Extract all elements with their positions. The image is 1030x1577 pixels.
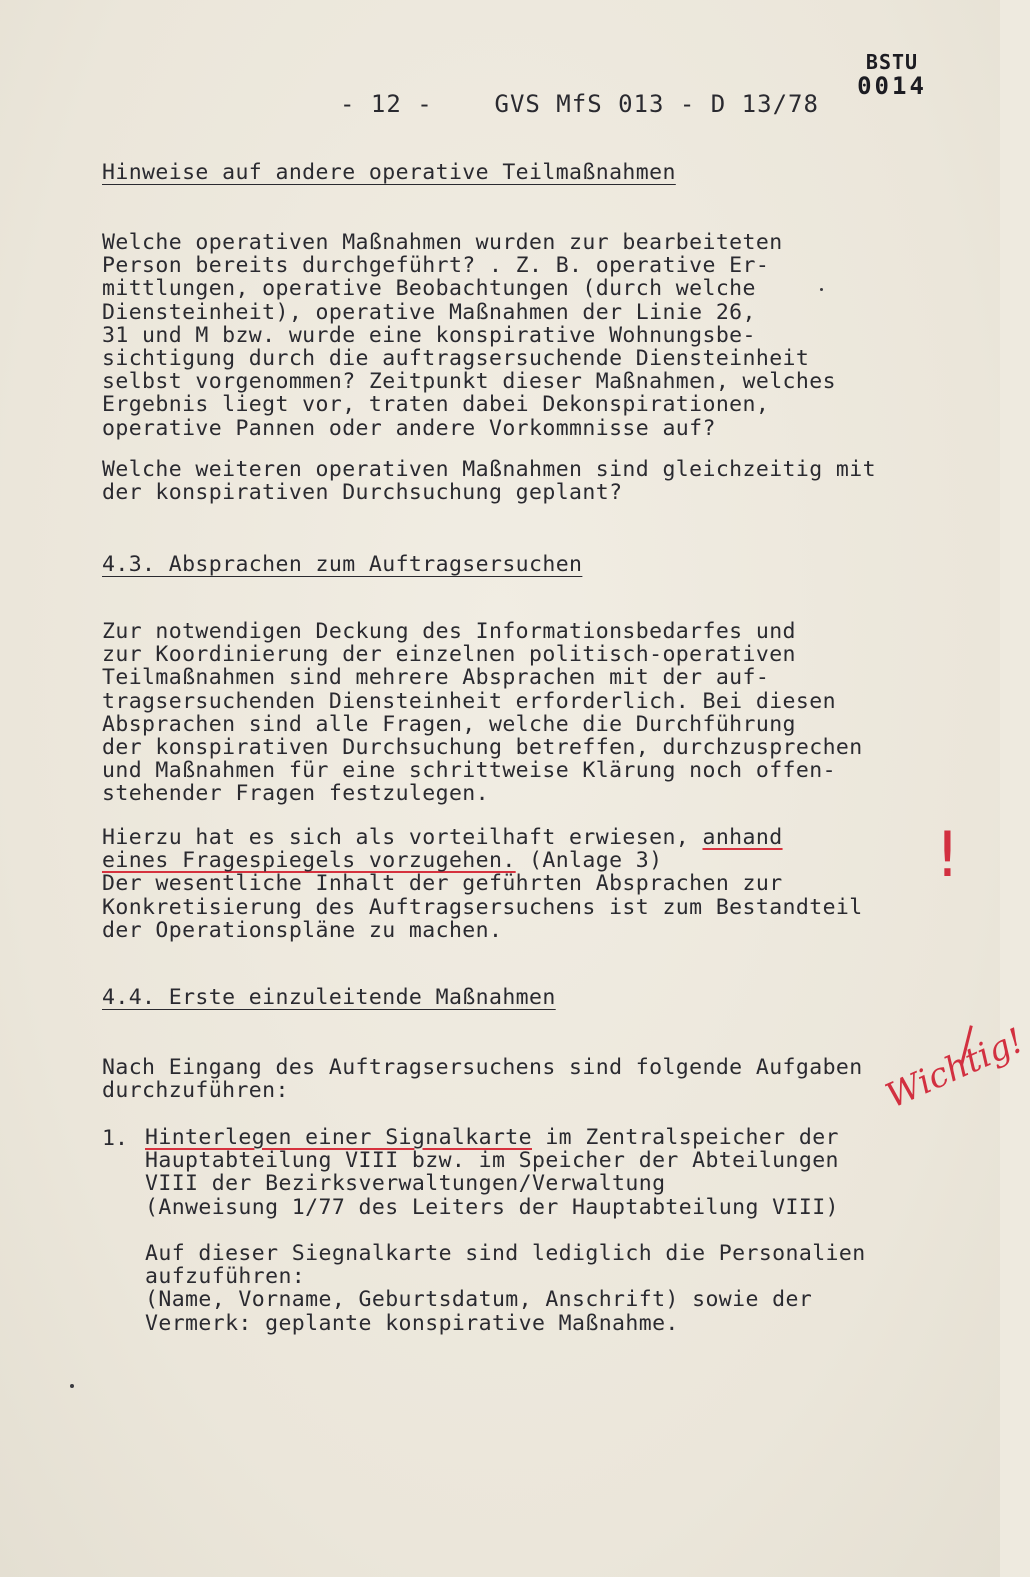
- text-line: [102, 849, 863, 872]
- text-line: [102, 826, 863, 849]
- paper-speck: [70, 1384, 74, 1388]
- section1-paragraph-2: [102, 458, 876, 504]
- stamp-line-2: 0014: [857, 72, 927, 100]
- text-span: (Anlage 3): [515, 848, 663, 874]
- list-item-1: [145, 1126, 839, 1219]
- text-line: Vermerk: geplante konspirative Maßnahme.: [145, 1310, 679, 1336]
- text-line: Ergebnis liegt vor, traten dabei Dekonspirationen,: [102, 392, 770, 418]
- text-line: aufzuführen:: [145, 1264, 306, 1290]
- text-line: Welche operativen Maßnahmen wurden zur bearbeiteten: [102, 230, 783, 255]
- text-line: zur Koordinierung der einzelnen politisch-operativen: [102, 642, 796, 668]
- text-line: (Name, Vorname, Geburtsdatum, Anschrift) sowie der: [145, 1287, 813, 1313]
- red-underlined-text: anhand: [702, 825, 783, 850]
- text-line: Diensteinheit), operative Maßnahmen der Linie 26,: [102, 299, 756, 325]
- section2-paragraph-1: [102, 620, 863, 806]
- text-line: Person bereits durchgeführt? . Z. B. operative Er-: [102, 253, 770, 279]
- list-item-1-paragraph-2: [145, 1242, 866, 1335]
- page-header: - 12 - GVS MfS 013 - D 13/78: [340, 90, 819, 118]
- list-item-number: 1.: [102, 1126, 128, 1151]
- text-line: durchzuführen:: [102, 1078, 289, 1104]
- text-line: der konspirativen Durchsuchung betreffen, durchzusprechen: [102, 735, 863, 761]
- text-line: sichtigung durch die auftragsersuchende Diensteinheit: [102, 346, 810, 372]
- handwritten-note: Wichtig!: [880, 1020, 1030, 1117]
- text-line: VIII der Bezirksverwaltungen/Verwaltung: [145, 1171, 666, 1197]
- paper-speck: [820, 288, 823, 291]
- text-line: (Anweisung 1/77 des Leiters der Hauptabteilung VIII): [145, 1194, 839, 1220]
- text-line: Absprachen sind alle Fragen, welche die Durchführung: [102, 711, 796, 737]
- text-line: Nach Eingang des Auftragsersuchens sind folgende Aufgaben: [102, 1055, 863, 1080]
- text-line: stehender Fragen festzulegen.: [102, 781, 489, 807]
- text-line: Der wesentliche Inhalt der geführten Absprachen zur: [102, 871, 783, 897]
- section1-paragraph-1: [102, 231, 836, 440]
- section-heading-hinweise: Hinweise auf andere operative Teilmaßnahmen: [102, 160, 676, 185]
- red-underlined-text: eines Fragespiegels vorzugehen.: [102, 848, 516, 874]
- text-line: Zur notwendigen Deckung des Informationsbedarfes und: [102, 619, 796, 644]
- text-line: der Operationspläne zu machen.: [102, 917, 503, 943]
- stamp-line-1: BSTU: [865, 50, 919, 74]
- text-line: tragsersuchenden Diensteinheit erforderlich. Bei diesen: [102, 688, 836, 714]
- text-line: Auf dieser Siegnalkarte sind lediglich die Personalien: [145, 1241, 866, 1266]
- red-exclamation-mark: !: [935, 818, 960, 891]
- red-underlined-text: Hinterlegen einer Signalkarte: [145, 1125, 532, 1150]
- text-line: mittlungen, operative Beobachtungen (durch welche: [102, 276, 756, 302]
- section2-paragraph-2: [102, 826, 863, 942]
- text-span: Hierzu hat es sich als vorteilhaft erwiesen,: [102, 825, 703, 850]
- text-line: Konkretisierung des Auftragsersuchens ist zum Bestandteil: [102, 894, 863, 920]
- archive-stamp: [850, 50, 934, 98]
- text-line: Welche weiteren operativen Maßnahmen sind gleichzeitig mit: [102, 457, 876, 482]
- text-line: und Maßnahmen für eine schrittweise Klärung noch offen-: [102, 758, 836, 784]
- text-line: selbst vorgenommen? Zeitpunkt dieser Maßnahmen, welches: [102, 369, 836, 395]
- text-line: der konspirativen Durchsuchung geplant?: [102, 480, 623, 506]
- text-line: 31 und M bzw. wurde eine konspirative Wohnungsbe-: [102, 322, 756, 348]
- text-line: [145, 1126, 839, 1149]
- text-line: Hauptabteilung VIII bzw. im Speicher der Abteilungen: [145, 1148, 839, 1174]
- text-line: Teilmaßnahmen sind mehrere Absprachen mit der auf-: [102, 665, 770, 691]
- section-heading-4-3: 4.3. Absprachen zum Auftragsersuchen: [102, 552, 583, 577]
- section3-intro: [102, 1056, 863, 1102]
- text-line: operative Pannen oder andere Vorkommnisse auf?: [102, 415, 716, 441]
- section-heading-4-4: 4.4. Erste einzuleitende Maßnahmen: [102, 985, 556, 1010]
- text-span: im Zentralspeicher der: [531, 1125, 839, 1150]
